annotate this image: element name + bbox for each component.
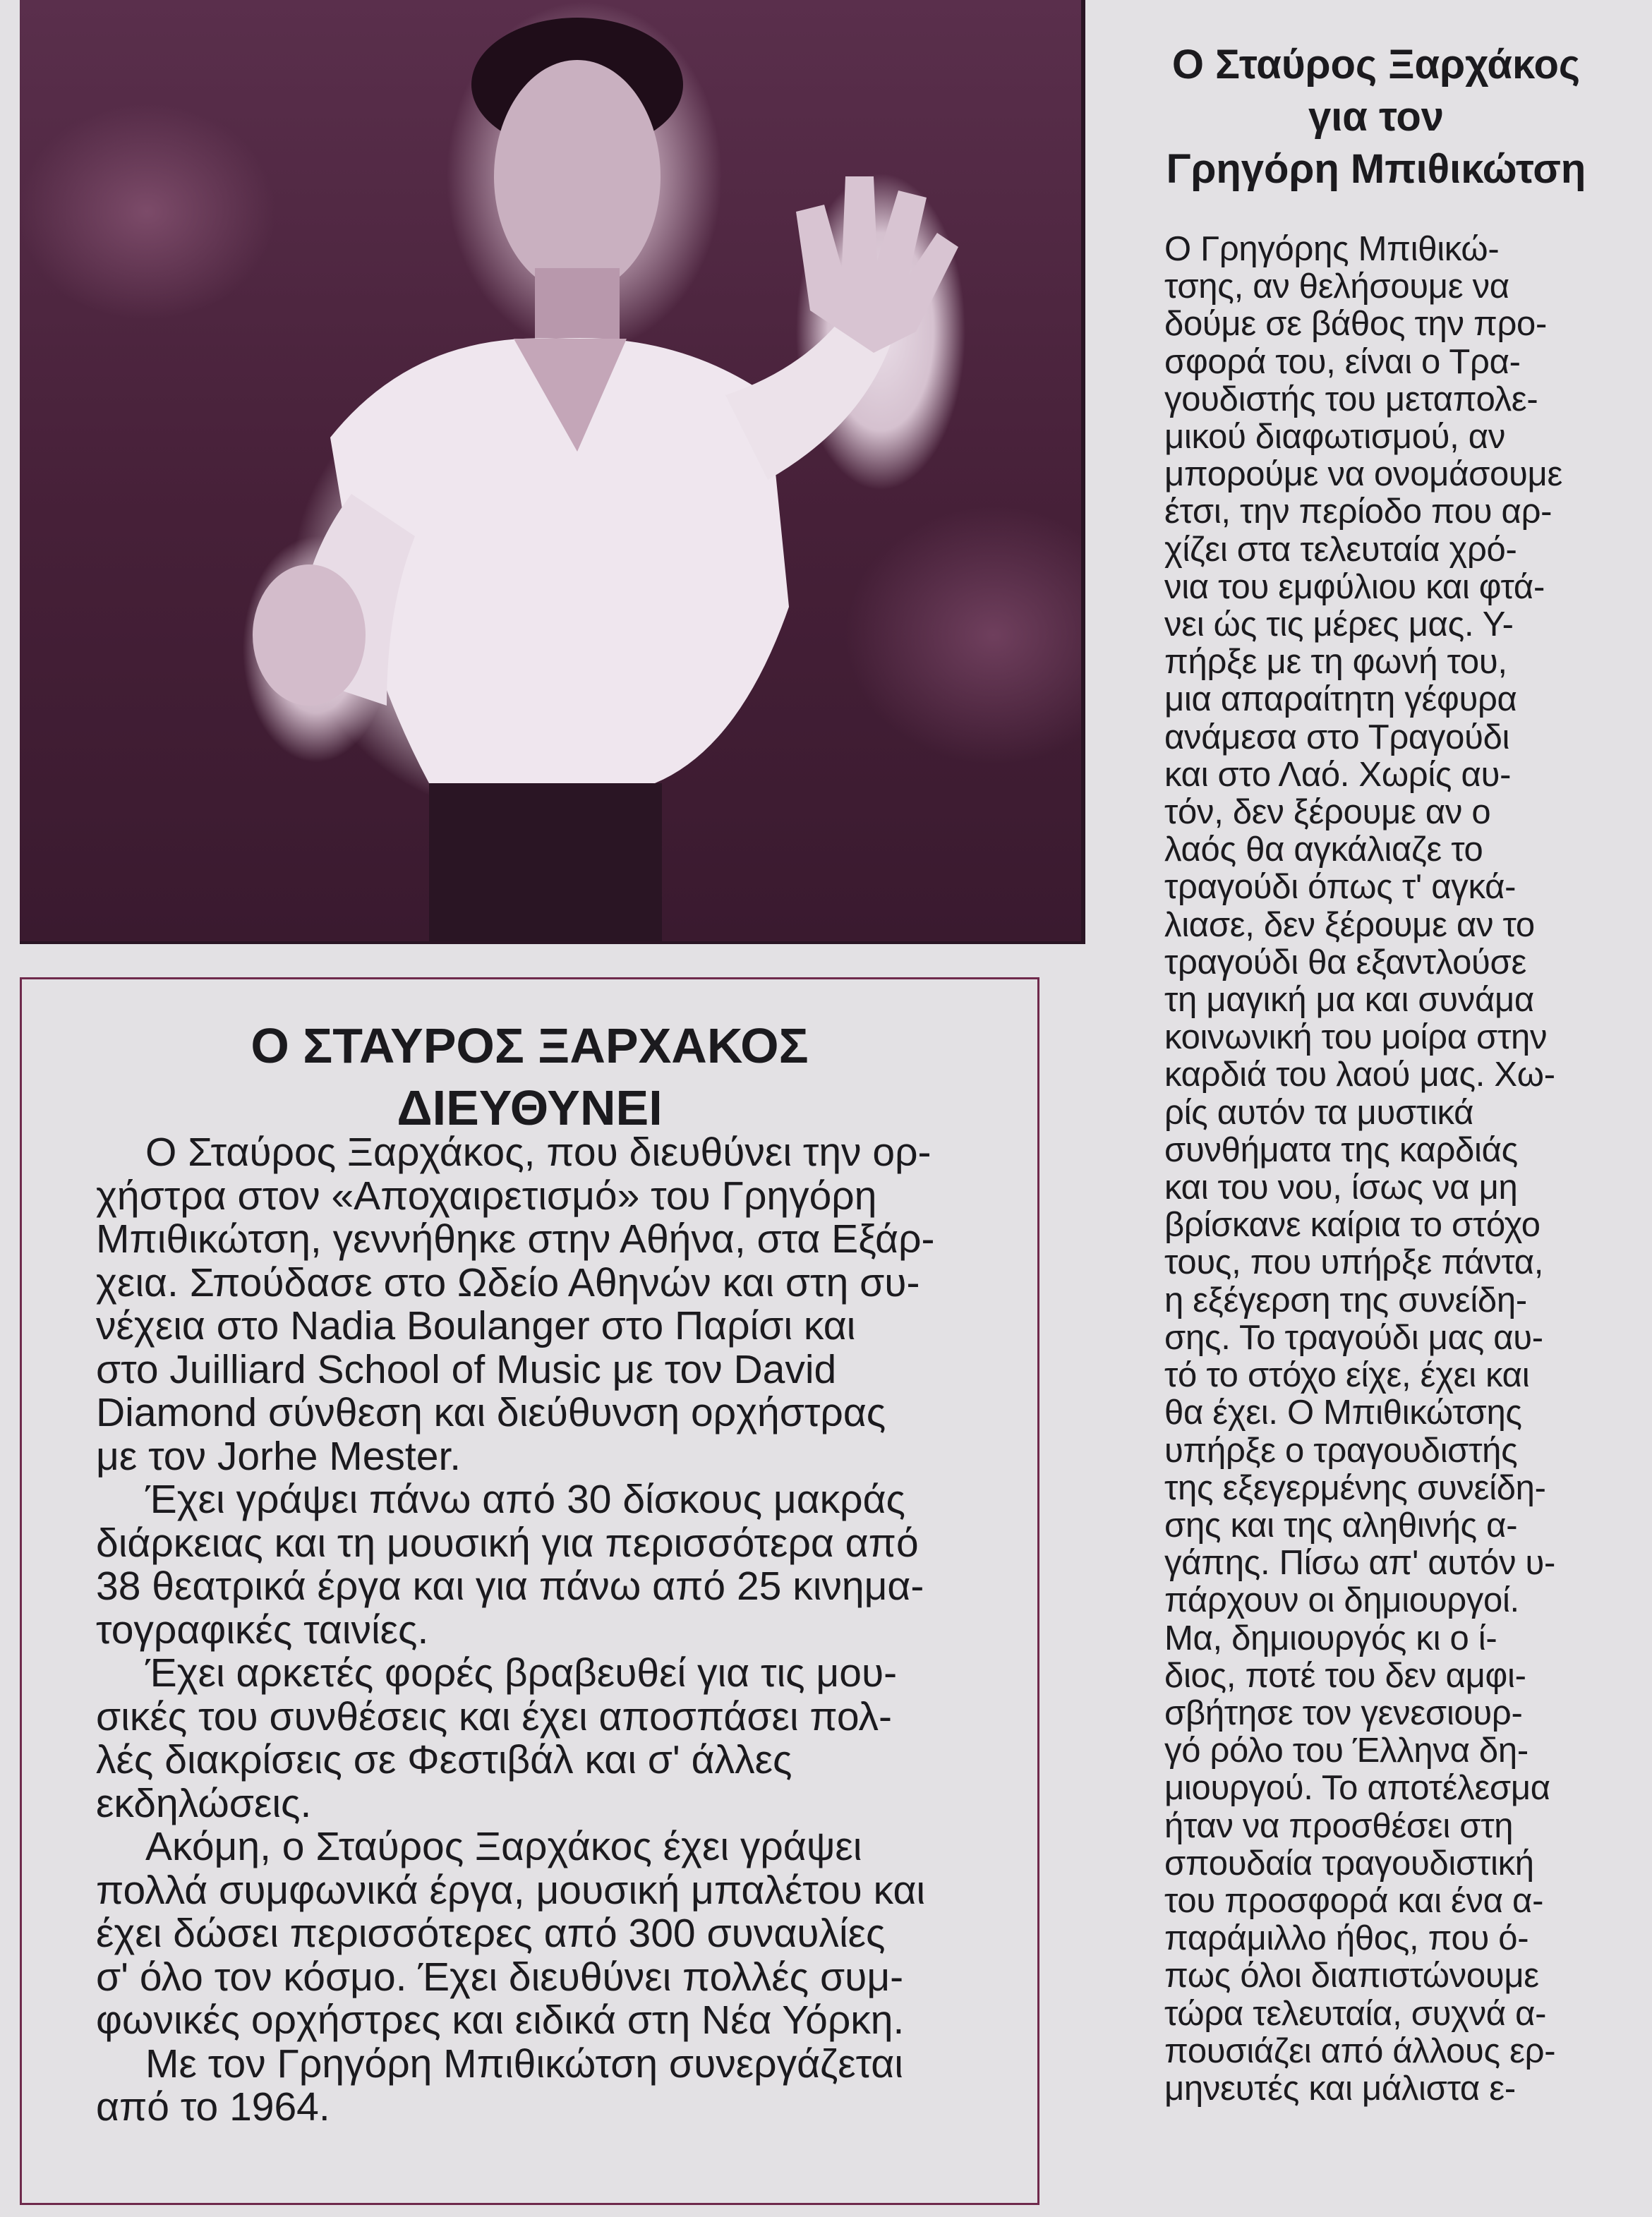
sidebar-text-line: ανάμεσα στο Τραγούδι [1164,718,1510,756]
sidebar-text-line: ρίς αυτόν τα μυστικά [1164,1093,1474,1132]
sidebar-text-line: σης. Το τραγούδι μας αυ- [1164,1318,1543,1357]
article-text-line: εκδηλώσεις. [96,1780,312,1826]
article-text-line: Ο Σταύρος Ξαρχάκος, που διευθύνει την ορ- [145,1130,931,1175]
sidebar-text-line: νει ώς τις μέρες μας. Υ- [1164,605,1514,644]
sidebar-title-line: Ο Σταύρος Ξαρχάκος [1171,42,1581,87]
sidebar-text-line: σπουδαία τραγουδιστική [1164,1844,1534,1883]
sidebar-text-line: λιασε, δεν ξέρουμε αν το [1164,905,1535,944]
sidebar-text-line: πως όλοι διαπιστώνουμε [1164,1957,1539,1995]
sidebar-text-line: Ο Γρηγόρης Μπιθικώ- [1164,230,1500,268]
sidebar-text-line: τραγούδι θα εξαντλούσε [1164,943,1527,981]
sidebar-text-line: χίζει στα τελευταία χρό- [1164,530,1517,569]
sidebar-text-line: μηνευτές και μάλιστα ε- [1164,2069,1516,2108]
sidebar-text-line: της εξεγερμένης συνείδη- [1164,1468,1546,1507]
sidebar-text-line: και στο Λαό. Χωρίς αυ- [1164,755,1512,794]
sidebar-text-line: νια του εμφύλιου και φτά- [1164,567,1545,606]
sidebar-text-line: πάρχουν οι δημιουργοί. [1164,1581,1519,1620]
article-text-line: σ' όλο τον κόσμο. Έχει διευθύνει πολλές συμ- [96,1954,904,2000]
article-text-line: λές διακρίσεις σε Φεστιβάλ και σ' άλλες [96,1737,792,1782]
article-text-line: σικές του συνθέσεις και έχει αποσπάσει πολ- [96,1693,893,1739]
article-text [96,1131,1035,2130]
article-text-line: από το 1964. [96,2084,330,2130]
sidebar-text-line: τη μαγική μα και συνάμα [1164,981,1534,1020]
sidebar-text-line: καρδιά του λαού μας. Χω- [1164,1056,1555,1094]
sidebar-title-line: για τον [1308,94,1445,140]
sidebar-text-line: Μα, δημιουργός κι ο ί- [1164,1619,1497,1657]
sidebar-text-line: σης και της αληθινής α- [1164,1506,1518,1545]
sidebar-text-line: μιουργού. Το αποτέλεσμα [1164,1769,1550,1808]
article-text-line: 38 θεατρικά έργα και για πάνω από 25 κινημα- [96,1564,924,1609]
article-text-line: Έχει γράψει πάνω από 30 δίσκους μακράς [145,1477,906,1522]
article-box [20,977,1039,2205]
sidebar-text-line: πουσιάζει από άλλους ερ- [1164,2031,1556,2070]
sidebar-text-line: παράμιλλο ήθος, που ό- [1164,1919,1529,1958]
sidebar-text-line: τώρα τελευταία, συχνά α- [1164,1994,1547,2033]
article-title [22,1015,1037,1139]
sidebar-text-line: υπήρξε ο τραγουδιστής [1164,1431,1518,1470]
article-text-line: έχει δώσει περισσότερες από 300 συναυλίες [96,1911,886,1956]
conductor-figure [20,0,1081,941]
sidebar-text-line: κοινωνική του μοίρα στην [1164,1018,1548,1057]
article-text-line: πολλά συμφωνικά έργα, μουσική μπαλέτου και [96,1867,926,1913]
sidebar-text-line: μπορούμε να ονομάσουμε [1164,455,1562,494]
sidebar-title [1129,39,1623,195]
sidebar-text-line: του προσφορά και ένα α- [1164,1881,1544,1920]
article-text-line: Έχει αρκετές φορές βραβευθεί για τις μου- [145,1650,898,1696]
article-text-line: Με τον Γρηγόρη Μπιθικώτση συνεργάζεται [145,2041,903,2086]
article-text-line: φωνικές ορχήστρες και ειδικά στη Νέα Υόρκη. [96,1998,905,2043]
sidebar-text [1164,231,1623,2108]
article-text-line: με τον Jorhe Mester. [96,1433,462,1479]
sidebar-text-line: τόν, δεν ξέρουμε αν ο [1164,793,1491,832]
sidebar-text-line: γό ρόλο του Έλληνα δη- [1164,1732,1529,1770]
sidebar-text-line: και του νου, ίσως να μη [1164,1168,1518,1207]
sidebar-text-line: δούμε σε βάθος την προ- [1164,305,1548,344]
sidebar-title-line: Γρηγόρη Μπιθικώτση [1166,146,1586,192]
sidebar-text-line: τό το στόχο είχε, έχει και [1164,1356,1530,1395]
article-title-line: ΔΙΕΥΘΥΝΕΙ [397,1080,663,1135]
sidebar-text-line: σβήτησε τον γενεσιουρ- [1164,1693,1523,1732]
conductor-photo [20,0,1085,944]
sidebar-text-line: μια απαραίτητη γέφυρα [1164,680,1517,719]
sidebar-text-line: πήρξε με τη φωνή του, [1164,643,1507,682]
sidebar-text-line: γάπης. Πίσω απ' αυτόν υ- [1164,1544,1555,1583]
sidebar-text-line: έτσι, την περίοδο που αρ- [1164,493,1552,531]
article-text-line: Ακόμη, ο Σταύρος Ξαρχάκος έχει γράψει [145,1824,862,1869]
article-text-line: στο Juilliard School of Music με τον David [96,1346,837,1392]
article-text-line: τογραφικές ταινίες. [96,1607,429,1653]
sidebar-text-line: ήταν να προσθέσει στη [1164,1806,1514,1845]
article-text-line: χήστρα στον «Αποχαιρετισμό» του Γρηγόρη [96,1173,877,1219]
sidebar-text-line: σφορά του, είναι ο Τρα- [1164,342,1521,381]
sidebar-text-line: γουδιστής του μεταπολε- [1164,380,1538,418]
article-text-line: Μπιθικώτση, γεννήθηκε στην Αθήνα, στα Εξάρ- [96,1216,935,1262]
sidebar-article [1129,39,1623,2108]
article-text-line: χεια. Σπούδασε στο Ωδείο Αθηνών και στη συ- [96,1259,920,1305]
article-text-line: νέχεια στο Nadia Boulanger στο Παρίσι και [96,1303,856,1348]
sidebar-text-line: διος, ποτέ του δεν αμφι- [1164,1656,1526,1695]
article-text-line: Diamond σύνθεση και διεύθυνση ορχήστρας [96,1390,886,1435]
sidebar-text-line: μικού διαφωτισμού, αν [1164,418,1506,457]
sidebar-text-line: τραγούδι όπως τ' αγκά- [1164,868,1517,907]
sidebar-text-line: τους, που υπήρξε πάντα, [1164,1243,1544,1282]
sidebar-text-line: βρίσκανε καίρια το στόχο [1164,1206,1541,1245]
article-title-line: Ο ΣΤΑΥΡΟΣ ΞΑΡΧΑΚΟΣ [251,1018,809,1073]
sidebar-text-line: η εξέγερση της συνείδη- [1164,1281,1527,1319]
sidebar-text-line: τσης, αν θελήσουμε να [1164,267,1509,306]
sidebar-text-line: θα έχει. Ο Μπιθικώτσης [1164,1394,1522,1432]
sidebar-text-line: συνθήματα της καρδιάς [1164,1130,1518,1169]
article-text-line: διάρκειας και τη μουσική για περισσότερα από [96,1520,919,1566]
sidebar-text-line: λαός θα αγκάλιαζε το [1164,830,1483,869]
